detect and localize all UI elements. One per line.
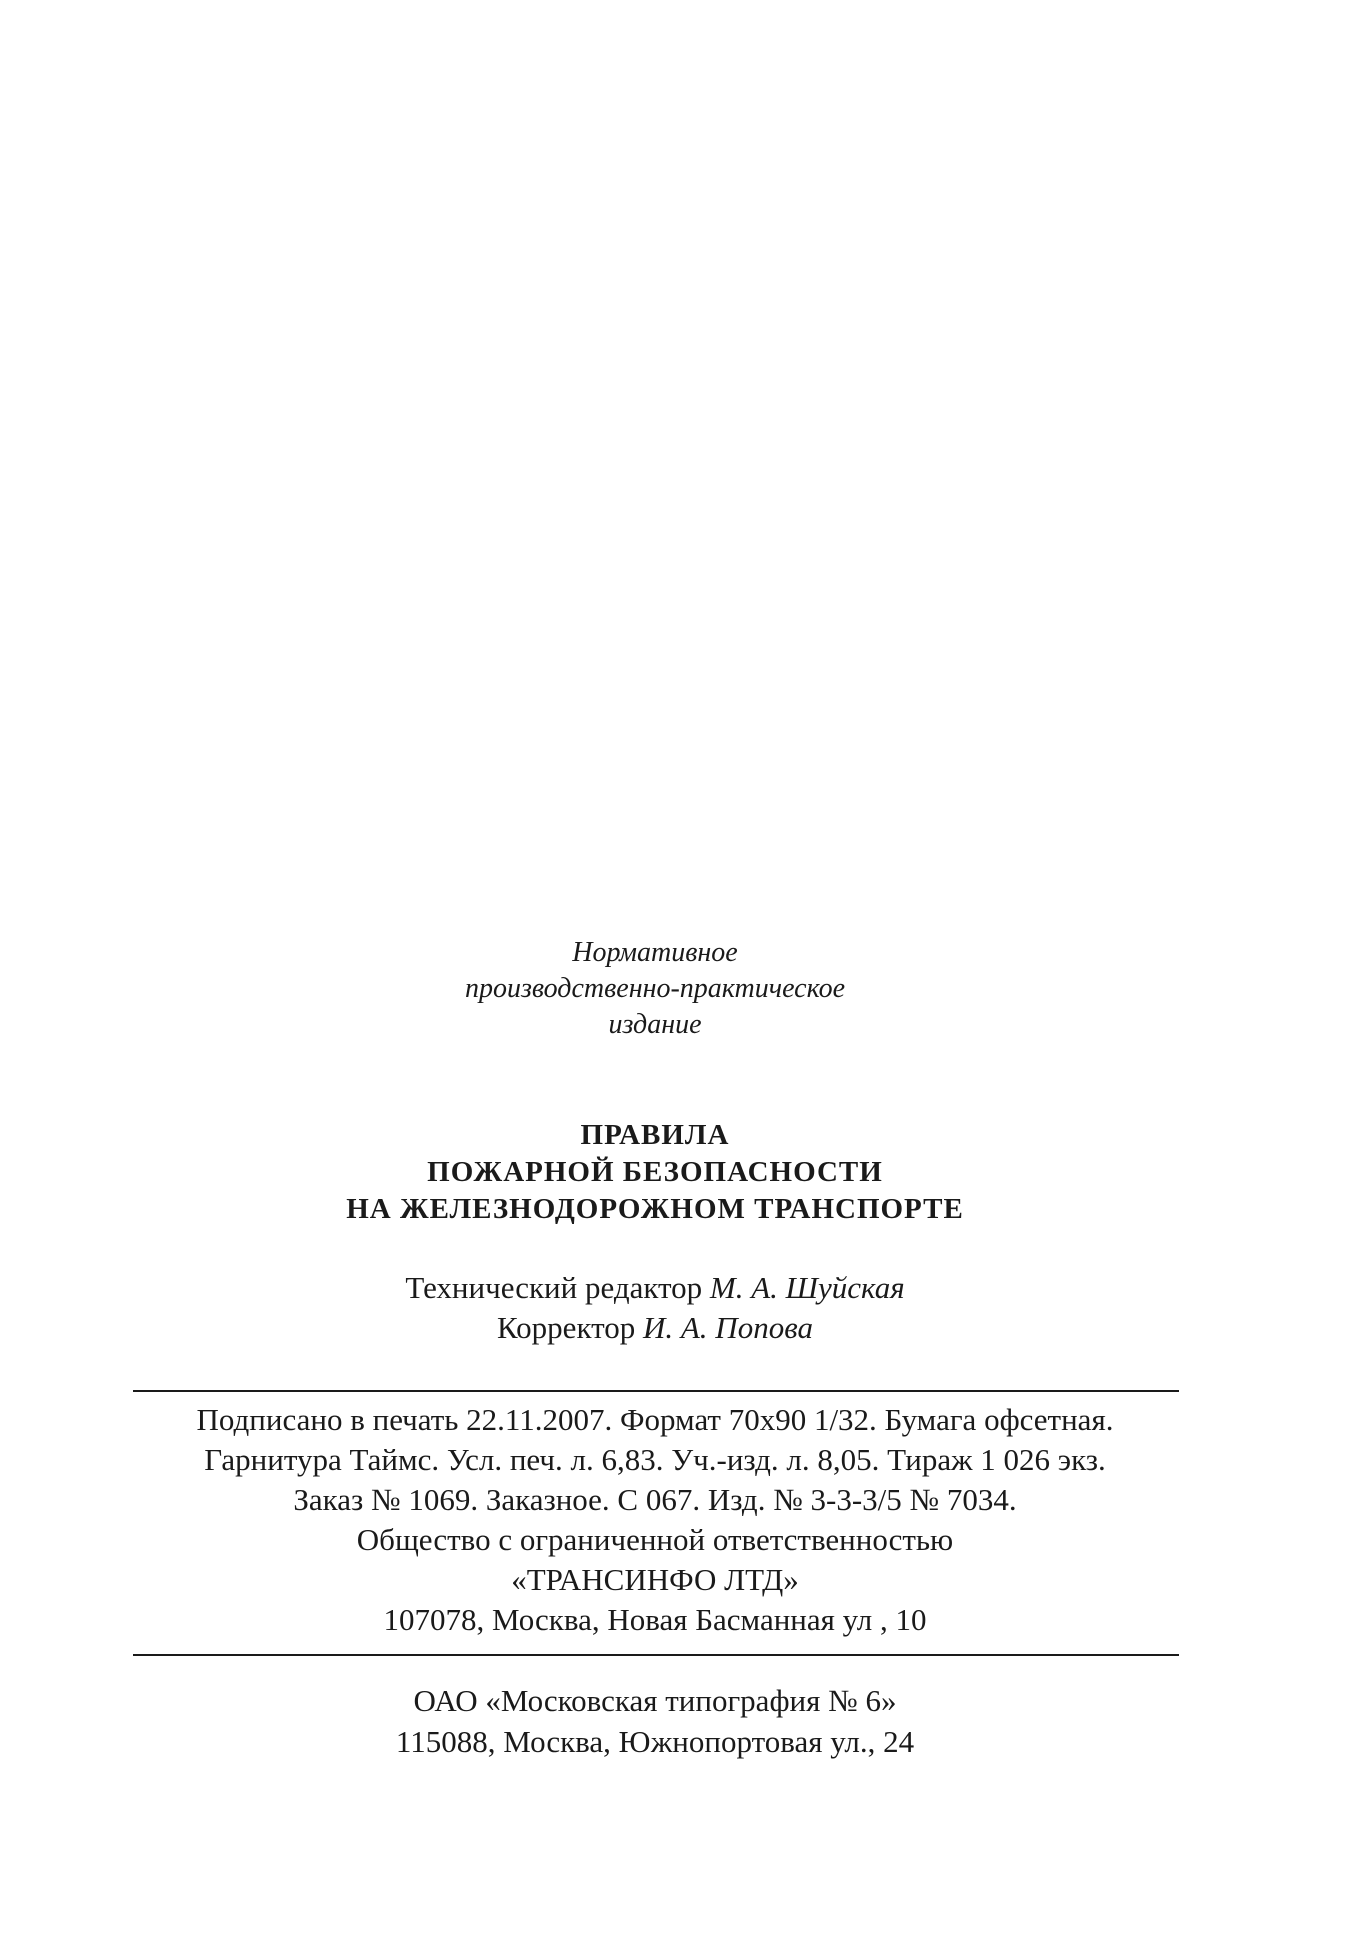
publication-type-line-1: Нормативное <box>572 937 738 968</box>
publication-type-line-3: издание <box>608 1009 702 1040</box>
book-title <box>130 1117 1180 1228</box>
proofreader-label: Корректор <box>497 1310 636 1345</box>
book-title-line-3: НА ЖЕЛЕЗНОДОРОЖНОМ ТРАНСПОРТЕ <box>346 1193 964 1225</box>
imprint-block <box>130 1400 1180 1640</box>
divider-top <box>133 1390 1179 1392</box>
imprint-line-1: Подписано в печать 22.11.2007. Формат 70х90 1/32. Бумага офсетная. <box>196 1402 1114 1437</box>
imprint-line-5: «ТРАНСИНФО ЛТД» <box>511 1562 799 1597</box>
book-title-line-1: ПРАВИЛА <box>580 1119 730 1151</box>
publication-type <box>130 935 1180 1043</box>
tech-editor-label: Технический редактор <box>405 1270 703 1305</box>
publication-type-line-2: производственно-практическое <box>464 973 846 1004</box>
book-title-line-2: ПОЖАРНОЙ БЕЗОПАСНОСТИ <box>427 1156 883 1188</box>
printer-line-1: ОАО «Московская типография № 6» <box>413 1683 897 1718</box>
imprint-line-4: Общество с ограниченной ответственностью <box>356 1522 954 1557</box>
imprint-line-2: Гарнитура Таймс. Усл. печ. л. 6,83. Уч.-изд. л. 8,05. Тираж 1 026 экз. <box>204 1442 1106 1477</box>
imprint-line-3: Заказ № 1069. Заказное. С 067. Изд. № 3-3-3/5 № 7034. <box>293 1482 1017 1517</box>
tech-editor-credit <box>130 1268 1180 1308</box>
proofreader-name: И. А. Попова <box>642 1310 813 1345</box>
proofreader-credit <box>130 1308 1180 1348</box>
editorial-credits <box>130 1268 1180 1348</box>
divider-bottom <box>133 1654 1179 1656</box>
imprint-line-6: 107078, Москва, Новая Басманная ул , 10 <box>383 1602 927 1637</box>
printer-block <box>130 1680 1180 1762</box>
printer-line-2: 115088, Москва, Южнопортовая ул., 24 <box>395 1724 915 1759</box>
tech-editor-name: М. А. Шуйская <box>709 1270 905 1305</box>
